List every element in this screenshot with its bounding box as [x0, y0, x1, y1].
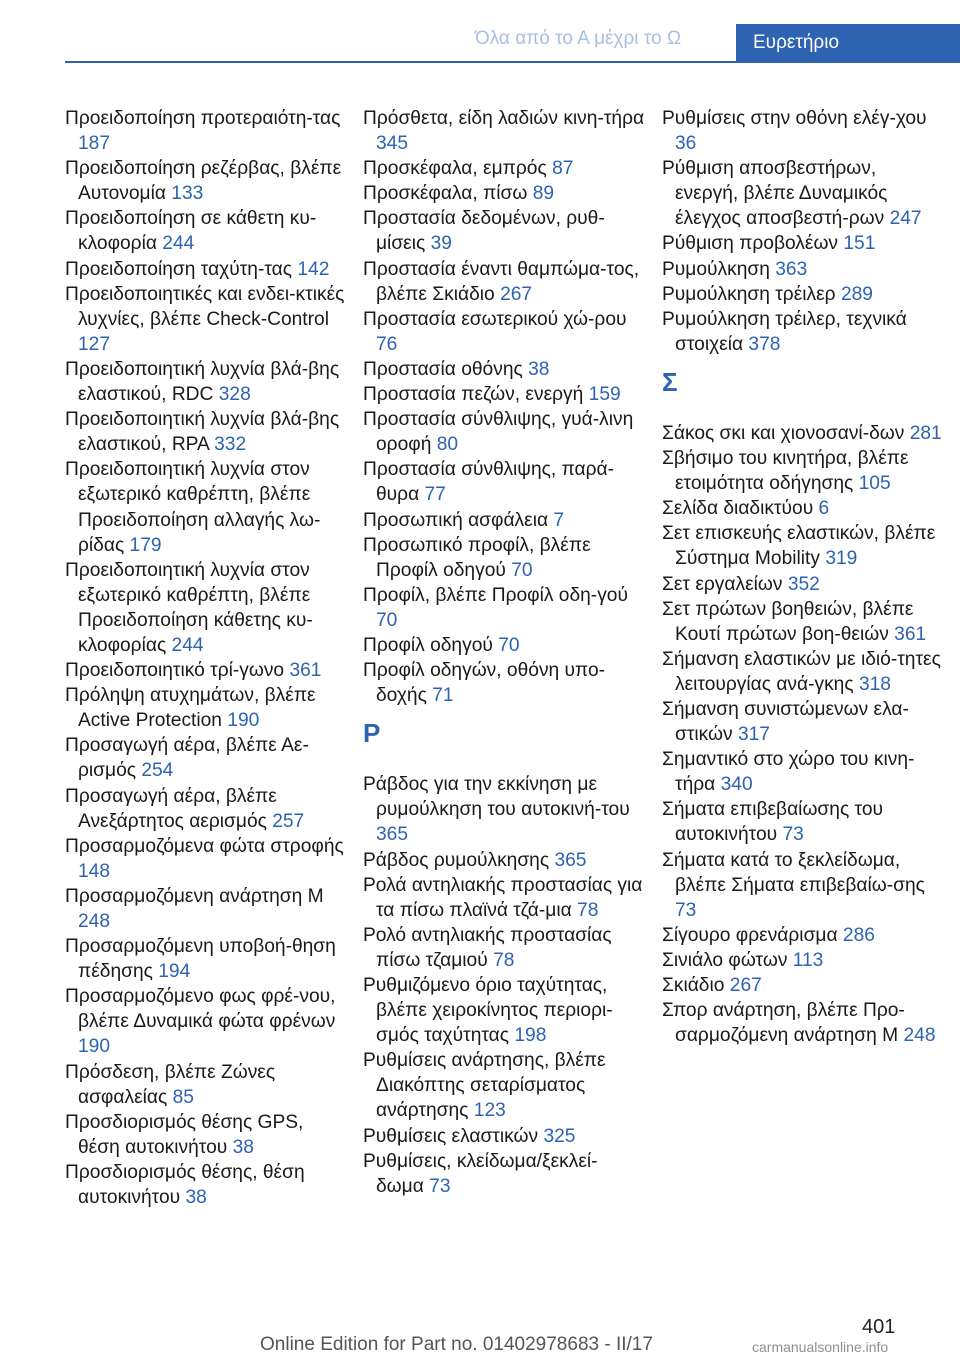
page-reference-link[interactable]: 361: [894, 623, 927, 645]
page-reference-link[interactable]: 267: [729, 975, 762, 996]
index-entry: [65, 558, 347, 658]
index-entry: [662, 282, 944, 307]
entry-text: Σβήσιμο του κινητήρα, βλέπε ετοιμότητα οδήγησης: [662, 448, 909, 495]
entry-text: Προειδοποιητικές και ενδει-κτικές λυχνίες, βλέπε Check-Control: [65, 283, 345, 330]
entry-text: Προστασία πεζών, ενεργή: [363, 384, 584, 406]
index-entry: [662, 446, 944, 496]
entry-text: Πρόσδεση, βλέπε Ζώνες ασφαλείας: [65, 1061, 276, 1108]
index-entry: [65, 1060, 347, 1110]
entry-text: Προστασία οθόνης: [363, 358, 523, 380]
index-entry: [65, 834, 347, 884]
index-entry: [662, 257, 944, 282]
index-entry: [363, 206, 645, 256]
entry-text: Ράβδος ρυμούλκησης: [363, 849, 550, 871]
entry-text: Ρυμούλκηση τρέιλερ, τεχνικά στοιχεία: [662, 308, 907, 355]
entry-text: Προσαρμοζόμενο φως φρέ-νου, βλέπε Δυναμικά φώτα φρένων: [65, 986, 336, 1033]
page-reference-link[interactable]: 70: [376, 609, 398, 631]
entry-text: Ρυθμιζόμενο όριο ταχύτητας, βλέπε χειροκίνητος περιορι-σμός ταχύτητας: [363, 975, 613, 1047]
index-entry: [363, 181, 645, 206]
entry-text: Προσαγωγή αέρα, βλέπε Αε-ρισμός: [65, 735, 309, 782]
index-column-1: [65, 106, 347, 1210]
index-entry: [363, 772, 645, 847]
index-entry: [662, 597, 944, 647]
index-entry: [662, 496, 944, 521]
page-reference-link[interactable]: 254: [141, 760, 174, 782]
entry-text: Ρυμούλκηση τρέιλερ: [662, 283, 836, 305]
entry-text: Προσαρμοζόμενη υποβοή-θηση πέδησης: [65, 936, 336, 983]
page-reference-link[interactable]: 142: [297, 258, 330, 280]
index-entry: [363, 873, 645, 923]
entry-text: Ρύθμιση προβολέων: [662, 233, 839, 255]
index-entry: [363, 658, 645, 708]
page-reference-link[interactable]: 113: [792, 949, 824, 971]
entry-text: Προστασία έναντι θαμπώμα-τος, βλέπε Σκιάδιο: [363, 258, 640, 305]
index-entry: [662, 923, 944, 948]
page-reference-link[interactable]: 77: [424, 484, 446, 506]
entry-text: Προστασία σύνθλιψης, παρά-θυρα: [363, 459, 615, 506]
page-reference-link[interactable]: 73: [675, 899, 697, 921]
entry-text: Σετ επισκευής ελαστικών, βλέπε Σύστημα Mobility: [662, 523, 936, 570]
index-entry: [363, 923, 645, 973]
page-reference-link[interactable]: 267: [500, 283, 533, 305]
index-entry: [363, 1048, 645, 1123]
index-entry: [65, 984, 347, 1059]
page-reference-link[interactable]: 7: [553, 509, 565, 531]
index-entry: [662, 307, 944, 357]
index-tab[interactable]: Ευρετήριο: [736, 24, 960, 62]
page-reference-link[interactable]: 317: [737, 724, 770, 746]
entry-text: Προειδοποίηση σε κάθετη κυ-κλοφορία: [65, 208, 317, 255]
index-entry: [662, 998, 944, 1048]
entry-text: Προειδοποίηση ταχύτη-τας: [65, 258, 293, 280]
entry-text: Ρυθμίσεις ελαστικών: [363, 1125, 539, 1147]
page-reference-link[interactable]: 159: [588, 384, 621, 406]
entry-text: Προειδοποίηση προτεραιότη-τας: [65, 108, 341, 129]
page-reference-link[interactable]: 248: [903, 1025, 936, 1047]
entry-text: Σελίδα διαδικτύου: [662, 498, 814, 520]
page-reference-link[interactable]: 352: [787, 573, 820, 595]
entry-text: Σήματα κατά το ξεκλείδωμα, βλέπε Σήματα επιβεβαίω-σης: [662, 849, 925, 896]
entry-text: Προειδοποιητική λυχνία βλά-βης ελαστικού, RPA: [65, 409, 340, 456]
index-entry: [363, 307, 645, 357]
entry-text: Ρολά αντηλιακής προστασίας για τα πίσω πλαϊνά τζά-μια: [363, 874, 643, 921]
page-number: 401: [862, 1316, 896, 1338]
page-reference-link[interactable]: 70: [511, 559, 533, 581]
index-entry: [363, 1149, 645, 1199]
entry-text: Προσωπική ασφάλεια: [363, 509, 549, 531]
entry-text: Προειδοποιητική λυχνία στον εξωτερικό καθρέπτη, βλέπε Προειδοποίηση κάθετης κυ-κλοφορίας: [65, 559, 313, 656]
edition-footer: Online Edition for Part no. 01402978683 - II/17: [260, 1334, 653, 1355]
index-entry: [363, 583, 645, 633]
entry-text: Σήμανση συνιστώμενων ελα-στικών: [662, 698, 909, 746]
page-reference-link[interactable]: 363: [775, 258, 808, 280]
entry-text: Πρόσθετα, είδη λαδιών κινη-τήρα: [363, 108, 645, 129]
page-reference-link[interactable]: 87: [552, 158, 574, 180]
entry-text: Προσδιορισμός θέσης, θέση αυτοκινήτου: [65, 1161, 305, 1209]
entry-text: Προειδοποιητικό τρί-γωνο: [65, 660, 285, 682]
index-entry: [65, 733, 347, 783]
entry-text: Προσαρμοζόμενη ανάρτηση M: [65, 885, 324, 907]
index-entry: [65, 1160, 347, 1210]
index-entry: [662, 156, 944, 231]
header-rule: [65, 61, 960, 63]
page-reference-link[interactable]: 345: [376, 133, 409, 155]
index-entry: [65, 106, 347, 156]
page-reference-link[interactable]: 70: [498, 634, 520, 656]
entry-text: Σετ πρώτων βοηθειών, βλέπε Κουτί πρώτων βοη-θειών: [662, 598, 914, 645]
index-entry: [363, 633, 645, 658]
entry-text: Σίγουρο φρενάρισμα: [662, 924, 838, 946]
page-reference-link[interactable]: 38: [232, 1136, 254, 1158]
index-entry: [662, 848, 944, 923]
entry-text: Σήματα επιβεβαίωσης του αυτοκινήτου: [662, 799, 883, 846]
index-entry: [65, 457, 347, 557]
entry-text: Σήμανση ελαστικών με ιδιό-τητες λειτουργίας ανά-γκης: [662, 648, 941, 695]
index-entry: [662, 572, 944, 597]
entry-text: Πρόληψη ατυχημάτων, βλέπε Active Protection: [65, 685, 316, 732]
index-entry: [363, 457, 645, 507]
index-entry: [65, 257, 347, 282]
page-reference-link[interactable]: 361: [289, 660, 322, 682]
page-reference-link[interactable]: 85: [172, 1086, 194, 1108]
index-entry: [662, 797, 944, 847]
index-entry: [65, 156, 347, 206]
entry-text: Προφίλ, βλέπε Προφίλ οδη-γού: [363, 584, 628, 606]
entry-text: Προφίλ οδηγού: [363, 634, 493, 656]
page-reference-link[interactable]: 73: [429, 1175, 451, 1197]
index-entry: [363, 848, 645, 873]
index-entry: [662, 948, 944, 973]
index-entry: [662, 697, 944, 747]
entry-text: Σημαντικό στο χώρο του κινη-τήρα: [662, 749, 915, 796]
entry-text: Προστασία δεδομένων, ρυθ-μίσεις: [363, 208, 605, 255]
index-entry: [363, 106, 645, 156]
entry-text: Προσωπικό προφίλ, βλέπε Προφίλ οδηγού: [363, 534, 591, 581]
index-entry: [662, 747, 944, 797]
entry-text: Σινιάλο φώτων: [662, 949, 788, 971]
entry-text: Σπορ ανάρτηση, βλέπε Προ-σαρμοζόμενη ανάρτηση M: [662, 1000, 905, 1047]
index-entry: [363, 973, 645, 1048]
entry-text: Προσκέφαλα, εμπρός: [363, 158, 547, 180]
entry-text: Προειδοποίηση ρεζέρβας, βλέπε Αυτονομία: [65, 158, 342, 205]
index-entry: [662, 421, 944, 446]
index-entry: [65, 683, 347, 733]
index-entry: [65, 1110, 347, 1160]
page-reference-link[interactable]: 244: [171, 634, 204, 656]
page-reference-link[interactable]: 365: [376, 824, 409, 846]
page-reference-link[interactable]: 187: [78, 133, 111, 155]
index-entry: [363, 382, 645, 407]
entry-text: Ρολό αντηλιακής προστασίας πίσω τζαμιού: [363, 924, 612, 971]
page-reference-link[interactable]: 76: [376, 333, 398, 355]
index-entry: [65, 407, 347, 457]
page-reference-link[interactable]: 73: [782, 824, 804, 846]
entry-text: Ρυθμίσεις στην οθόνη ελέγ-χου: [662, 108, 927, 129]
index-column-2: [363, 106, 645, 1199]
page-reference-link[interactable]: 244: [162, 233, 195, 255]
entry-text: Ράβδος για την εκκίνηση με ρυμούλκηση του αυτοκινή-του: [363, 774, 630, 821]
page-reference-link[interactable]: 340: [720, 774, 753, 796]
entry-text: Προειδοποιητική λυχνία βλά-βης ελαστικού, RDC: [65, 358, 340, 406]
index-entry: [363, 533, 645, 583]
index-column-3: [662, 106, 944, 1048]
entry-text: Ρύθμιση αποσβεστήρων, ενεργή, βλέπε Δυναμικός έλεγχος αποσβεστή-ρων: [662, 158, 888, 230]
page-reference-link[interactable]: 71: [432, 685, 454, 707]
page-reference-link[interactable]: 190: [78, 1036, 111, 1058]
page-reference-link[interactable]: 123: [473, 1100, 506, 1122]
page-reference-link[interactable]: 78: [493, 949, 515, 971]
index-entry: [65, 658, 347, 683]
page-reference-link[interactable]: 148: [78, 860, 111, 882]
index-entry: [363, 508, 645, 533]
page-reference-link[interactable]: 325: [543, 1125, 576, 1147]
page-reference-link[interactable]: 133: [171, 183, 204, 205]
page-reference-link[interactable]: 198: [514, 1025, 547, 1047]
page-reference-link[interactable]: 328: [218, 384, 251, 406]
entry-text: Προφίλ οδηγών, οθόνη υπο-δοχής: [363, 660, 606, 707]
page-reference-link[interactable]: 248: [78, 911, 111, 932]
index-entry: [65, 206, 347, 256]
page-reference-link[interactable]: 194: [158, 961, 191, 983]
watermark: carmanualsonline.info: [752, 1339, 889, 1355]
page-reference-link[interactable]: 127: [78, 333, 111, 355]
section-title: Όλα από το Α μέχρι το Ω: [475, 28, 682, 49]
page-reference-link[interactable]: 6: [818, 498, 830, 520]
index-entry: [662, 647, 944, 697]
page-reference-link[interactable]: 89: [532, 183, 555, 205]
index-entry: [363, 1124, 645, 1149]
index-entry: [662, 973, 944, 998]
index-entry: [65, 784, 347, 834]
index-letter-heading: Σ: [662, 366, 678, 397]
page-reference-link[interactable]: 80: [436, 434, 459, 456]
entry-text: Προσαρμοζόμενα φώτα στροφής: [65, 835, 344, 857]
page-reference-link[interactable]: 39: [430, 233, 452, 255]
entry-text: Σάκος σκι και χιονοσανί-δων: [662, 422, 905, 444]
page-reference-link[interactable]: 78: [577, 899, 599, 921]
entry-text: Προσδιορισμός θέσης GPS, θέση αυτοκινήτου: [65, 1111, 304, 1158]
index-entry: [363, 257, 645, 307]
page-reference-link[interactable]: 179: [129, 534, 162, 556]
index-entry: [662, 231, 944, 256]
page-reference-link[interactable]: 378: [748, 333, 781, 355]
entry-text: Ρυθμίσεις, κλείδωμα/ξεκλεί-δωμα: [363, 1150, 598, 1197]
page-reference-link[interactable]: 190: [227, 710, 260, 732]
index-entry: [363, 357, 645, 382]
index-entry: [363, 407, 645, 457]
page-reference-link[interactable]: 38: [185, 1187, 207, 1209]
index-entry: [662, 106, 944, 156]
entry-text: Σετ εργαλείων: [662, 573, 783, 595]
entry-text: Ρυμούλκηση: [662, 258, 770, 280]
page-reference-link[interactable]: 105: [858, 473, 891, 495]
page-reference-link[interactable]: 286: [842, 924, 875, 946]
index-entry: [65, 357, 347, 407]
entry-text: Προσαγωγή αέρα, βλέπε Ανεξάρτητος αερισμός: [65, 785, 277, 832]
page-reference-link[interactable]: 257: [272, 810, 305, 832]
page-reference-link[interactable]: 332: [214, 434, 247, 456]
page-reference-link[interactable]: 38: [528, 358, 550, 380]
entry-text: Προστασία εσωτερικού χώ-ρου: [363, 308, 627, 330]
index-letter-heading: Ρ: [363, 718, 381, 749]
index-entry: [65, 282, 347, 357]
page-reference-link[interactable]: 318: [858, 673, 891, 695]
entry-text: Σκιάδιο: [662, 975, 725, 996]
page-reference-link[interactable]: 151: [843, 233, 876, 255]
index-entry: [363, 156, 645, 181]
page-reference-link[interactable]: 247: [889, 208, 922, 230]
page-reference-link[interactable]: 365: [554, 849, 587, 871]
page-reference-link[interactable]: 281: [909, 422, 942, 444]
index-entry: [662, 521, 944, 571]
page-reference-link[interactable]: 36: [675, 133, 697, 155]
index-entry: [65, 934, 347, 984]
entry-text: Προσκέφαλα, πίσω: [363, 183, 528, 205]
entry-text: Προστασία σύνθλιψης, γυά-λινη οροφή: [363, 409, 634, 456]
entry-text: Προειδοποιητική λυχνία στον εξωτερικό καθρέπτη, βλέπε Προειδοποίηση αλλαγής λω-ρίδας: [65, 459, 321, 556]
page-reference-link[interactable]: 289: [840, 283, 873, 305]
entry-text: Ρυθμίσεις ανάρτησης, βλέπε Διακόπτης σεταρίσματος ανάρτησης: [363, 1050, 606, 1122]
index-entry: [65, 884, 347, 934]
page-header: [0, 24, 960, 64]
page-reference-link[interactable]: 319: [825, 548, 858, 570]
